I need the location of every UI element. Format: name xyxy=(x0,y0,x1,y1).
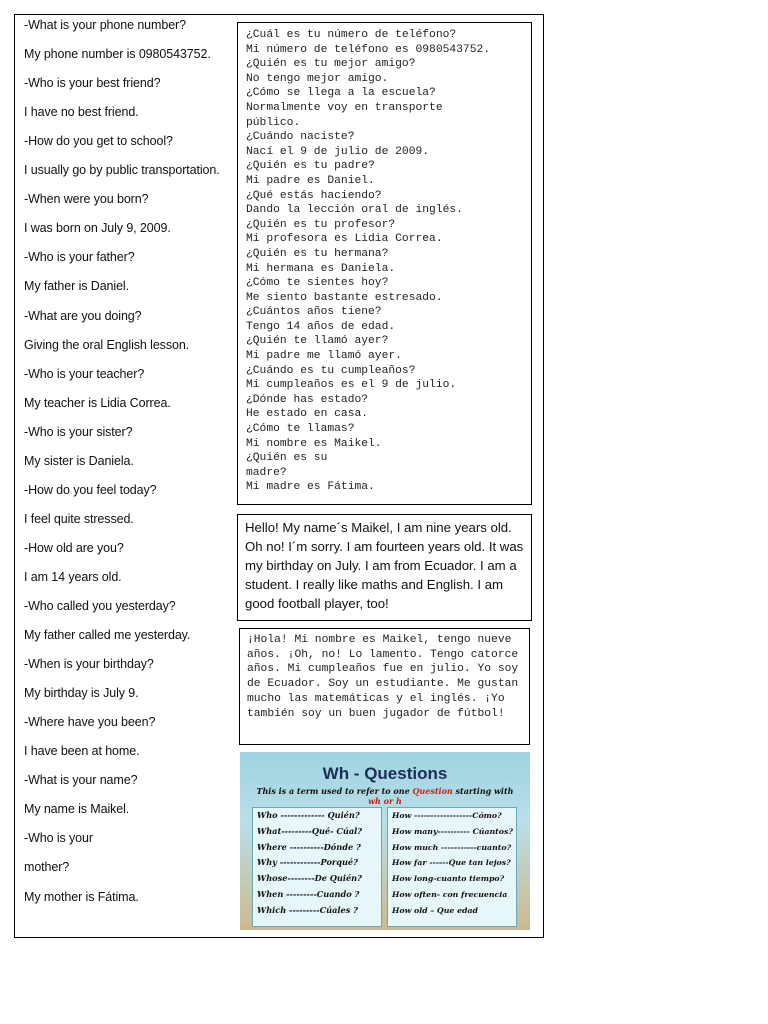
spanish-qa-line: ¿Cuál es tu número de teléfono? xyxy=(246,29,457,41)
answer-line: My sister is Daniela. xyxy=(24,453,134,468)
spanish-qa-line: público. xyxy=(246,116,301,129)
how-word-row: How long-cuanto tiempo? xyxy=(392,874,505,884)
question-line: -Who is your sister? xyxy=(24,424,133,439)
spanish-paragraph: ¡Hola! Mi nombre es Maikel, tengo nueve años. ¡Oh, no! Lo lamento. Tengo catorce años. Mi cumpleaños fue en julio. Yo soy de Ecuador. Soy un estudiante. Me gustan mucho las matemáticas y el inglés. ¡Yo también soy un buen jugador de fútbol! xyxy=(247,634,519,720)
wh-words-table xyxy=(252,807,382,927)
spanish-qa-line: Mi padre me llamó ayer. xyxy=(246,350,402,363)
spanish-qa-line: ¿Quién es tu profesor? xyxy=(246,218,396,231)
answer-line: My name is Maikel. xyxy=(24,802,130,817)
question-line: -Who called you yesterday? xyxy=(24,599,176,613)
how-word-row: How old – Que edad xyxy=(392,905,478,915)
how-word-row: How ------------------Cómo? xyxy=(392,811,502,820)
spanish-qa-line: ¿Cuándo naciste? xyxy=(246,131,355,144)
spanish-paragraph-box xyxy=(239,628,530,745)
how-word-row: How many---------- Cúantos? xyxy=(392,826,513,836)
spanish-qa-line: Dando la lección oral de inglés. xyxy=(246,204,463,217)
answer-line: I have been at home. xyxy=(24,744,140,759)
spanish-qa-line: He estado en casa. xyxy=(246,408,369,421)
answer-line: mother? xyxy=(24,860,70,875)
spanish-qa-line: ¿Qué estás haciendo? xyxy=(246,189,382,202)
spanish-qa-line: Tengo 14 años de edad. xyxy=(246,320,396,333)
english-paragraph: Hello! My name´s Maikel, I am nine years old. Oh no! I´m sorry. I am fourteen years old. It was my birthday on July. I am from Ecuador. I am a student. I really like maths and English. I am good football player, too! xyxy=(245,520,524,611)
spanish-qa-line: Mi nombre es Maikel. xyxy=(246,437,382,450)
spanish-qa-line: Me siento bastante estresado. xyxy=(246,291,443,304)
wh-word-row: Where ----------Dónde ? xyxy=(257,841,361,852)
question-line: -Who is your teacher? xyxy=(24,366,145,381)
spanish-qa-line: ¿Quién te llamó ayer? xyxy=(246,335,389,348)
question-line: -What is your phone number? xyxy=(24,18,186,32)
spanish-qa-line: ¿Cuándo es tu cumpleaños? xyxy=(246,364,416,377)
spanish-qa-line: ¿Cómo se llega a la escuela? xyxy=(246,87,436,100)
question-line: -What is your name? xyxy=(24,773,138,788)
spanish-qa-line: ¿Quién es su xyxy=(246,452,328,465)
wh-subtitle-part2: starting with xyxy=(452,786,514,796)
spanish-qa-line: No tengo mejor amigo. xyxy=(246,72,389,85)
wh-word-row: Which ---------Cúales ? xyxy=(257,904,358,915)
wh-word-row: What---------Qué- Cúal? xyxy=(257,825,363,836)
how-word-row: How often- con frecuencia xyxy=(392,889,508,899)
question-line: -How do you feel today? xyxy=(24,482,157,497)
spanish-qa-line: ¿Quién es tu mejor amigo? xyxy=(246,58,416,71)
spanish-qa-line: madre? xyxy=(246,466,287,479)
spanish-qa-line: Mi padre es Daniel. xyxy=(246,174,375,187)
answer-line: My father called me yesterday. xyxy=(24,628,191,643)
wh-subtitle-part1: This is a term used to refer to one xyxy=(256,786,413,796)
english-paragraph-box xyxy=(237,514,532,621)
spanish-qa-line: ¿Quién es tu padre? xyxy=(246,160,375,173)
question-line: -Who is your best friend? xyxy=(24,76,161,91)
question-line: -Who is your xyxy=(24,831,93,846)
wh-questions-image xyxy=(240,752,530,930)
spanish-qa-line: Mi hermana es Daniela. xyxy=(246,262,396,275)
wh-subtitle-highlight-question: Question xyxy=(412,786,453,796)
spanish-qa-line: Mi cumpleaños es el 9 de julio. xyxy=(246,379,457,392)
spanish-qa-line: Mi número de teléfono es 0980543752. xyxy=(246,43,491,56)
wh-word-row: Whose--------De Quién? xyxy=(257,873,362,884)
how-words-table xyxy=(387,807,517,927)
answer-line: Giving the oral English lesson. xyxy=(24,337,190,352)
question-line: -Where have you been? xyxy=(24,715,156,730)
answer-line: I was born on July 9, 2009. xyxy=(24,221,171,236)
answer-line: I am 14 years old. xyxy=(24,569,122,584)
question-line: -When were you born? xyxy=(24,192,149,207)
answer-line: I feel quite stressed. xyxy=(24,511,134,526)
spanish-qa-line: ¿Dónde has estado? xyxy=(246,393,369,406)
spanish-qa-line: ¿Cómo te sientes hoy? xyxy=(246,277,389,290)
question-line: -How do you get to school? xyxy=(24,134,173,149)
spanish-qa-line: ¿Cómo te llamas? xyxy=(246,423,355,436)
wh-word-row: Who ------------- Quién? xyxy=(257,810,360,820)
spanish-qa-line: Normalmente voy en transporte xyxy=(246,101,443,114)
question-line: -Who is your father? xyxy=(24,250,135,265)
wh-word-row: Why ------------Porqué? xyxy=(257,857,358,868)
answer-line: My teacher is Lidia Correa. xyxy=(24,395,171,410)
wh-word-row: When ---------Cuando ? xyxy=(257,888,360,899)
answer-line: My mother is Fátima. xyxy=(24,889,139,904)
how-word-row: How much -----------cuanto? xyxy=(392,842,512,852)
spanish-qa-line: Mi profesora es Lidia Correa. xyxy=(246,233,443,246)
spanish-qa-line: Nací el 9 de julio de 2009. xyxy=(246,145,430,158)
spanish-translation-box xyxy=(237,22,532,505)
wh-image-title: Wh - Questions xyxy=(322,764,448,783)
question-line: -How old are you? xyxy=(24,540,124,555)
spanish-qa-line: ¿Cuántos años tiene? xyxy=(246,306,382,319)
spanish-qa-line: Mi madre es Fátima. xyxy=(246,481,375,494)
how-word-row: How far ------Que tan lejos? xyxy=(392,858,511,868)
wh-subtitle-highlight-wh: wh or h xyxy=(368,796,402,806)
spanish-qa-line: ¿Quién es tu hermana? xyxy=(246,247,389,260)
wh-image-subtitle xyxy=(252,786,518,806)
question-line: -When is your birthday? xyxy=(24,657,154,672)
answer-line: I have no best friend. xyxy=(24,105,139,120)
spanish-translation-lines xyxy=(246,28,531,495)
answer-line: I usually go by public transportation. xyxy=(24,163,220,178)
question-line: -What are you doing? xyxy=(24,308,142,323)
answer-line: My phone number is 0980543752. xyxy=(24,47,211,62)
answer-line: My birthday is July 9. xyxy=(24,686,139,701)
answer-line: My father is Daniel. xyxy=(24,279,129,294)
